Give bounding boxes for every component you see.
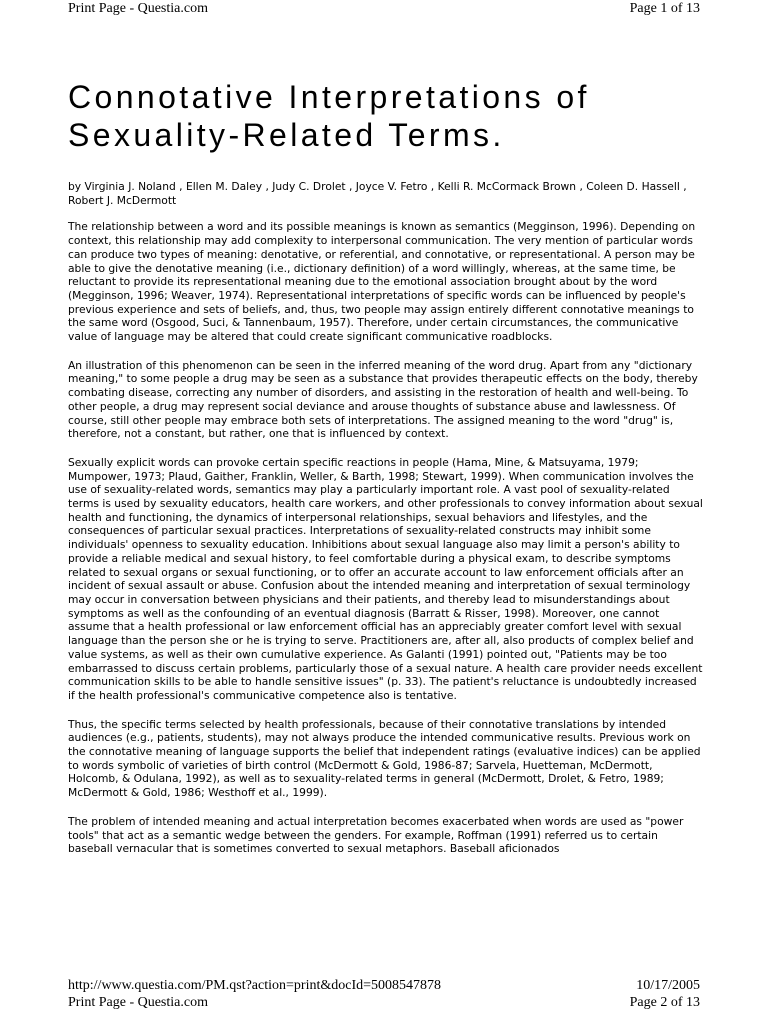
footer-url[interactable]: http://www.questia.com/PM.qst?action=print&docId=5008547878 [68, 978, 442, 993]
header-page-number: Page 1 of 13 [629, 1, 700, 16]
paragraph-1: The relationship between a word and its possible meanings is known as semantics (Megginson, 1996). Depending on context, this relationship may add complexity to interpersonal communication. The very mention of particular words can produce two types of meaning: denotative, or referential, and connotative, or representational. A person may be able to give the denotative meaning (i.e., dictionary definition) of a word willingly, whereas, at the same time, be reluctant to provide its representational meaning due to the emotional association brought about by the word (Megginson, 1996; Weaver, 1974). Representational interpretations of specific words can be influenced by people's previous experience and sets of beliefs, and, thus, two people may assign entirely different connotative meanings to the same word (Osgood, Suci, & Tannenbaum, 1957). Therefore, under certain circumstances, the communicative value of language may be altered that could create significant communicative roadblocks. [68, 220, 696, 344]
next-page-header [68, 995, 700, 1011]
paragraph-5: The problem of intended meaning and actual interpretation becomes exacerbated when words are used as "power tools" that act as a semantic wedge between the genders. For example, Roffman (1991) referred us to certain baseball vernacular that is sometimes converted to sexual metaphors. Baseball aficionados [68, 814, 684, 856]
footer-date: 10/17/2005 [636, 978, 700, 993]
next-header-site-title: Print Page - Questia.com [68, 995, 208, 1010]
paragraph-3: Sexually explicit words can provoke certain specific reactions in people (Hama, Mine, & Matsuyama, 1979; Mumpower, 1973; Plaud, Gaither, Franklin, Weller, & Barth, 1998; Stewart, 1999). When communication involves the use of sexuality-related words, semantics may play a particularly important role. A vast pool of sexuality-related terms is used by sexuality educators, health care workers, and other professionals to convey information about sexual health and functioning, the dynamics of interpersonal relationships, sexual behaviors and lifestyles, and the consequences of particular sexual practices. Interpretations of sexuality-related constructs may inhibit some individuals' openness to sexuality education. Inhibitions about sexual language also may limit a person's ability to provide a reliable medical and sexual history, to feel comfortable during a physical exam, to describe symptoms related to sexual organs or sexual functioning, or to offer an accurate account to law enforcement officials after an incident of sexual assault or abuse. Confusion about the intended meaning and interpretation of sexual terminology may occur in conversation between physicians and their patients, and thereby lead to misunderstandings about symptoms as well as the confounding of an eventual diagnosis (Barratt & Risser, 1998). Moreover, one cannot assume that a health professional or law enforcement official has an appreciably greater comfort level with sexual language than the person she or he is trying to serve. Practitioners are, after all, also products of complex belief and value systems, as well as their own cumulative experience. As Galanti (1991) pointed out, "Patients may be too embarrassed to discuss certain problems, particularly those of a sexual nature. A health care provider needs excellent communication skills to be able to handle sensitive issues" (p. 33). The patient's reluctance is undoubtedly increased if the health professional's communicative competence also is tentative. [68, 455, 703, 702]
next-header-page-number: Page 2 of 13 [629, 995, 700, 1010]
paragraph-4: Thus, the specific terms selected by health professionals, because of their connotative translations by intended audiences (e.g., patients, students), may not always produce the intended communicative results. Previous work on the connotative meaning of language supports the belief that independent ratings (evaluative indices) can be applied to words symbolic of varieties of birth control (McDermott & Gold, 1986-87; Sarvela, Huetteman, McDermott, Holcomb, & Odulana, 1992), as well as to sexuality-related terms in general (McDermott, Drolet, & Fetro, 1989; McDermott & Gold, 1986; Westhoff et al., 1999). [68, 717, 701, 800]
title-line-2: Sexuality-Related Terms. [68, 117, 505, 153]
paragraph-2: An illustration of this phenomenon can be seen in the inferred meaning of the word drug. Apart from any "dictionary meaning," to some people a drug may be seen as a substance that provides therapeutic effects on the body, thereby combating disease, correcting any number of disorders, and assisting in the restoration of health and well-being. To other people, a drug may represent social deviance and arouse thoughts of substance abuse and lawlessness. Of course, still other people may embrace both sets of interpretations. The assigned meaning to the word "drug" is, therefore, not a constant, but rather, one that is influenced by context. [68, 358, 698, 441]
author-byline: by Virginia J. Noland , Ellen M. Daley , Judy C. Drolet , Joyce V. Fetro , Kelli R. McCormack Brown , Coleen D. Hassell , Robert J. McDermott [68, 180, 687, 207]
article-title [68, 78, 708, 154]
page-footer [68, 978, 700, 994]
header-site-title: Print Page - Questia.com [68, 1, 208, 16]
title-line-1: Connotative Interpretations of [68, 79, 590, 115]
page-header [68, 1, 700, 17]
article-body [68, 180, 704, 871]
